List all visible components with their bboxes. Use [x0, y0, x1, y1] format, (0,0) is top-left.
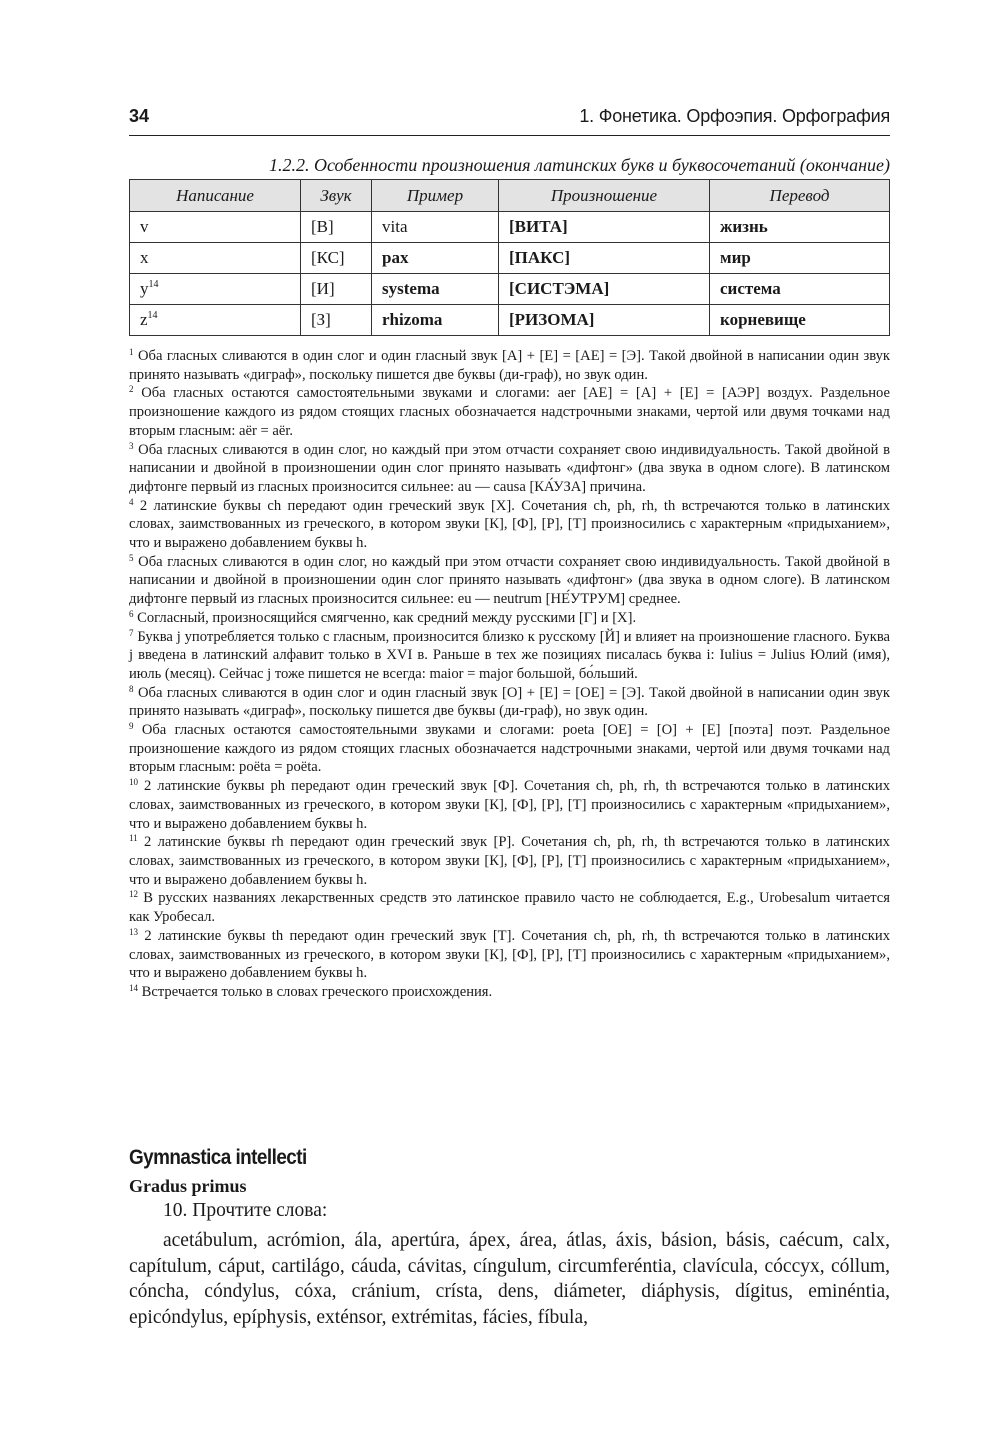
pronunciation-table	[129, 179, 890, 336]
example-word: systema	[382, 279, 440, 298]
letter: x	[140, 248, 149, 267]
footnote: $^9$ Оба гласных остаются самостоятельными звуками и слогами: poeta [ОЕ] = [О] + [Е] [поэта] поэт. Раздельное произношение каждого из рядом стоящих гласных обозначается надстрочными знаками, чертой или двумя точками над вторым гласным: poёta = poëta.	[129, 721, 890, 776]
column-header-sound: Звук	[301, 180, 372, 212]
cell-example	[372, 243, 499, 274]
cell-example	[372, 305, 499, 336]
table-header-row	[130, 180, 890, 212]
column-header-translation: Перевод	[710, 180, 890, 212]
footnote: $^5$ Оба гласных сливаются в один слог, но каждый при этом отчасти сохраняет свою индивидуальность. Такой двойной в написании и двойной в произношении один слог принято называть «дифтонг» (два звука в одном слоге). В латинском дифтонге первый из гласных произносится сильнее: eu — neutrum [НЕ́УТРУМ] среднее.	[129, 552, 890, 608]
table-row	[130, 305, 890, 336]
column-header-example: Пример	[372, 180, 499, 212]
cell-pronunciation: [ВИТА]	[499, 212, 710, 243]
cell-translation: система	[710, 274, 890, 305]
running-title: 1. Фонетика. Орфоэпия. Орфография	[579, 106, 890, 126]
table-row	[130, 274, 890, 305]
cell-translation: жизнь	[710, 212, 890, 243]
cell-pronunciation: [РИЗОМА]	[499, 305, 710, 336]
footnote-ref: 14	[147, 310, 158, 321]
cell-translation: мир	[710, 243, 890, 274]
footnote: $^8$ Оба гласных сливаются в один слог и один гласный звук [О] + [Е] = [ОЕ] = [Э]. Такой двойной в написании один звук принято называть «диграф», поскольку пишется две буквы (ди-граф), но звук один.	[129, 683, 890, 720]
letter: y	[140, 279, 149, 298]
cell-pronunciation: [ПАКС]	[499, 243, 710, 274]
cell-sound: [В]	[301, 212, 372, 243]
page-header	[129, 106, 890, 132]
cell-example	[372, 274, 499, 305]
letter: v	[140, 217, 149, 236]
cell-sound: [И]	[301, 274, 372, 305]
table-caption: 1.2.2. Особенности произношения латинских букв и буквосочетаний (окончание)	[269, 155, 890, 175]
footnotes	[129, 347, 890, 1002]
footnote: $^{14}$ Встречается только в словах греческого происхождения.	[129, 982, 493, 1000]
table-row	[130, 243, 890, 274]
word-list: acetábulum, acrómion, ála, apertúra, ápex, área, átlas, áxis, básion, básis, caécum, calx, capítulum, cáput, cartilágo, cáuda, cávitas, cíngulum, circumferéntia, clavícula, cóccyx, cóllum, cóncha, cóndylus, cóxa, cránium, crísta, dens, diámeter, diáphysis, dígitus, eminéntia, epicóndylus, epíphysis, exténsor, extrémitas, fácies, fíbula,	[129, 1230, 890, 1328]
cell-sound: [КС]	[301, 243, 372, 274]
footnote: $^{13}$ 2 латинские буквы th передают один греческий звук [Т]. Сочетания ch, ph, rh, th встречаются только в латинских словах, заимствованных из греческого, в котором звуки [К], [Ф], [Р], [Т] произносились с характерным «придыханием», что и выражено добавлением буквы h.	[129, 926, 890, 982]
footnote: $^4$ 2 латинские буквы ch передают один греческий звук [Х]. Сочетания ch, ph, rh, th встречаются только в латинских словах, заимствованных из греческого, в котором звуки [К], [Ф], [Р], [Т] произносились с характерным «придыханием», что и выражено добавлением буквы h.	[129, 496, 890, 552]
cell-example: vita	[372, 212, 499, 243]
footnote: $^3$ Оба гласных сливаются в один слог, но каждый при этом отчасти сохраняет свою индивидуальность. Такой двойной в написании и двойной в произношении один слог принято называть «дифтонг» (два звука в одном слоге). В латинском дифтонге первый из гласных произносится сильнее: au — causa [КА́УЗА] причина.	[129, 440, 890, 495]
column-header-spelling: Написание	[130, 180, 301, 212]
footnote: $^{11}$ 2 латинские буквы rh передают один греческий звук [Р]. Сочетания ch, ph, rh, th встречаются только в латинских словах, заимствованных из греческого, в котором звуки [К], [Ф], [Р], [Т] произносились с характерным «придыханием», что и выражено добавлением буквы h.	[129, 833, 890, 888]
footnote: $^2$ Оба гласных остаются самостоятельными звуками и слогами: aer [АЕ] = [А] + [Е] = [АЭР] воздух. Раздельное произношение каждого из рядом стоящих гласных обозначается надстрочными знаками, чертой или двумя точками над вторым гласным: aёr = aër.	[129, 384, 890, 439]
page-number: 34	[129, 106, 150, 126]
footnote-ref: 14	[148, 279, 159, 290]
cell-spelling	[130, 274, 301, 305]
footnote: $^{12}$ В русских названиях лекарственных средств это латинское правило часто не соблюдается, E.g., Urobesalum читается как Уробесал.	[129, 889, 890, 926]
footnote: $^6$ Согласный, произносящийся смягченно, как средний между русскими [Г] и [Х].	[129, 608, 637, 626]
section-heading: Gymnastica intellecti	[129, 1146, 307, 1169]
cell-spelling	[130, 305, 301, 336]
cell-sound: [З]	[301, 305, 372, 336]
example-word: rhizoma	[382, 310, 443, 329]
cell-translation: корневище	[710, 305, 890, 336]
cell-spelling	[130, 243, 301, 274]
example-word: pax	[382, 248, 409, 267]
task-instruction: 10. Прочтите слова:	[163, 1200, 328, 1221]
column-header-pronunciation: Произношение	[499, 180, 710, 212]
footnote: $^1$ Оба гласных сливаются в один слог и один гласный звук [А] + [Е] = [АЕ] = [Э]. Такой двойной в написании один звук принято называть «диграф», поскольку пишется две буквы (ди-граф), но звук один.	[129, 347, 890, 383]
subsection-heading: Gradus primus	[129, 1176, 247, 1196]
footnote: $^{10}$ 2 латинские буквы ph передают один греческий звук [Ф]. Сочетания ch, ph, rh, th встречаются только в латинских словах, заимствованных из греческого, в котором звуки [К], [Ф], [Р], [Т] произносились с характерным «придыханием», что и выражено добавлением буквы h.	[129, 777, 890, 832]
header-divider	[129, 135, 890, 136]
cell-pronunciation: [СИСТЭМА]	[499, 274, 710, 305]
footnote: $^7$ Буква j употребляется только с гласным, произносится близко к русскому [Й] и влияет на произношение гласного. Буква j введена в латинский алфавит только в XVI в. Раньше в тех же позициях писалась буква i: Iulius = Julius Юлий (имя), июль (месяц). Сейчас j тоже пишется не всегда: maior = major большой, бо́льший.	[129, 627, 890, 682]
table-row	[130, 212, 890, 243]
letter: z	[140, 310, 148, 329]
cell-spelling	[130, 212, 301, 243]
